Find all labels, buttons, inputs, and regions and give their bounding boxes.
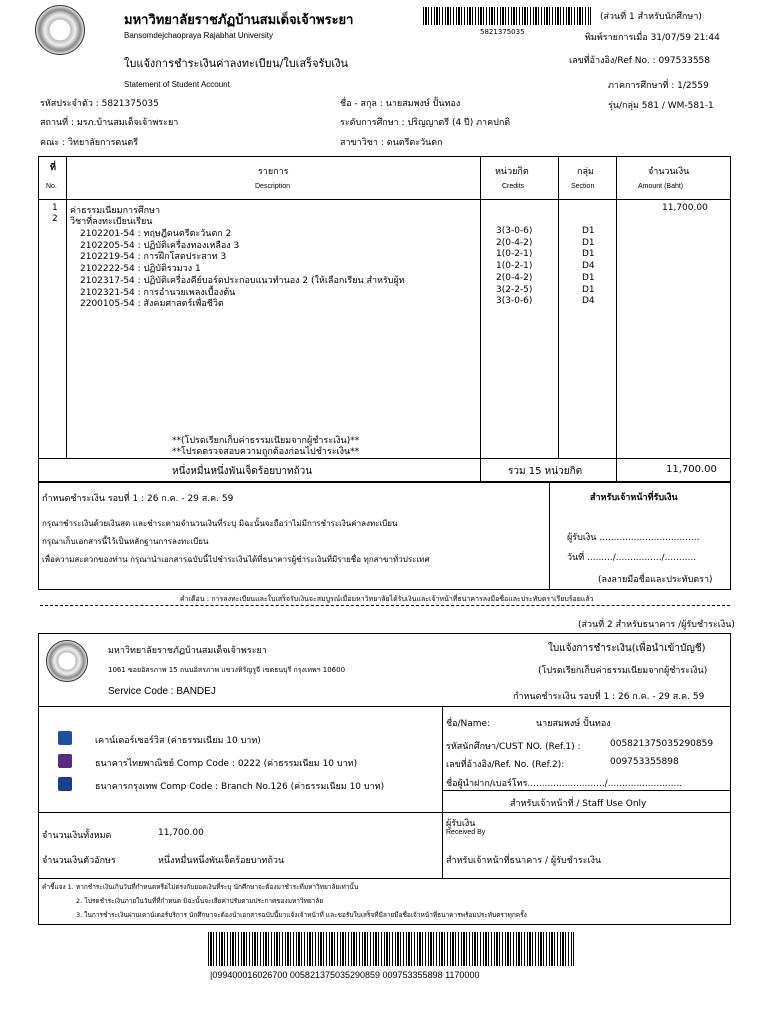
student-id: รหัสประจำตัว : 5821375035 (40, 99, 159, 109)
amount-words-label: จำนวนเงินตัวอักษร (42, 856, 116, 866)
reference-number: เลขที่อ้างอิง/Ref No. : 097533558 (569, 56, 711, 66)
col-credit-th: หน่วยกิต (495, 167, 529, 177)
part1-label: (ส่วนที่ 1 สำหรับนักศึกษา) (600, 12, 702, 22)
slip-address: 1061 ซอยอิสรภาพ 15 ถนนอิสรภาพ แขวงหิรัญรูจี เขตธนบุรี กรุงเทพฯ 10600 (108, 666, 346, 674)
cust-no-value: 005821375035290859 (610, 739, 714, 749)
university-seal (35, 5, 85, 55)
col-no-en: No. (46, 183, 57, 190)
ref2-value: 009753355898 (610, 757, 679, 767)
bank-logo-icon (58, 754, 72, 768)
document-title-th: ใบแจ้งการชำระเงินค่าลงทะเบียน/ใบเสร็จรับเงิน (124, 57, 349, 70)
bank-logo-icon (58, 731, 72, 745)
slip-university: มหาวิทยาลัยราชภัฏบ้านสมเด็จเจ้าพระยา (108, 646, 267, 656)
course-section: D4 (582, 296, 595, 307)
course-credits: 2(0-4-2) (496, 272, 533, 283)
note-1: คำชี้แจง 1. หากชำระเงินเกินวันที่กำหนดหรือไม่ตรงกับยอดเงินที่ระบุ นักศึกษาจะต้องมาชำระที่มหาวิทยาลัยเท่านั้น (42, 883, 359, 891)
payment-line3: เพื่อความสะดวกของท่าน กรุณานำเอกสารฉบับนี้ไปชำระเงินได้ที่ธนาคารผู้ชำระเงินที่มีรายชื่อ ทุกสาขาทั่วประเทศ (42, 555, 430, 564)
bank-staff-label: สำหรับเจ้าหน้าที่ธนาคาร / ผู้รับชำระเงิน (446, 856, 602, 866)
bank-option-label: ธนาคารไทยพาณิชย์ Comp Code : 0222 (ค่าธรรมเนียม 10 บาท) (95, 759, 358, 769)
note-fee: **(โปรดเรียกเก็บค่าธรรมเนียมจากผู้ชำระเงิน)** (172, 436, 360, 446)
note-3: 3. ในการชำระเงินผ่านเคาน์เตอร์บริการ นักศึกษาจะต้องนำเอกสารฉบับนี้มาแจ้งเจ้าหน้าที่ และขอรับใบเสร็จที่มีลายมือชื่อเจ้าหน้าที่ธนาคารพร้อมประทับตราทุกครั้ง (76, 911, 527, 919)
payer-name-value: นายสมพงษ์ ปั้นทอง (536, 719, 611, 729)
course-desc: 2102201-54 : ทฤษฎีดนตรีตะวันตก 2 (80, 229, 232, 239)
university-name-en: Bansomdejchaopraya Rajabhat University (124, 31, 273, 40)
row1-desc: ค่าธรรมเนียมการศึกษา (70, 206, 161, 216)
col-sec-th: กลุ่ม (577, 167, 594, 177)
total-amount: 11,700.00 (666, 464, 717, 475)
course-desc: 2102219-54 : การฝึกโสตประสาท 3 (80, 252, 227, 263)
university-name-th: มหาวิทยาลัยราชภัฏบ้านสมเด็จเจ้าพระยา (124, 13, 354, 28)
total-words: หนึ่งหมื่นหนึ่งพันเจ็ดร้อยบาทถ้วน (172, 466, 313, 477)
col-item-en: Description (255, 183, 291, 190)
bank-option-label: ธนาคารกรุงเทพ Comp Code : Branch No.126 (ค่าธรรมเนียม 10 บาท) (95, 782, 385, 792)
faculty: คณะ : วิทยาลัยการดนตรี (40, 138, 139, 148)
service-code: Service Code : BANDEJ (108, 686, 216, 697)
course-credits: 3(2-2-5) (496, 284, 533, 295)
bank-option-label: เคาน์เตอร์เซอร์วิส (ค่าธรรมเนียม 10 บาท) (95, 736, 261, 746)
payer-name-label: ชื่อ/Name: (446, 719, 491, 729)
cust-no-label: รหัสนักศึกษา/CUST NO. (Ref.1) : (446, 742, 581, 752)
course-section: D1 (582, 226, 595, 236)
major: สาขาวิชา : ดนตรีตะวันตก (340, 138, 443, 148)
course-credits: 1(0-2-1) (496, 249, 533, 260)
campus: สถานที่ : มรภ.บ้านสมเด็จเจ้าพระยา (40, 118, 179, 128)
depositor-line: ชื่อผู้นำฝาก/เบอร์โทร.........................../.......................... (446, 779, 683, 789)
staff-use-only: สำหรับเจ้าหน้าที่ / Staff Use Only (510, 799, 647, 809)
student-name: ชื่อ - สกุล : นายสมพงษ์ ปั้นทอง (340, 99, 461, 109)
col-item-th: รายการ (258, 167, 289, 177)
course-section: D4 (582, 261, 595, 272)
received-th: ผู้รับเงิน (446, 819, 476, 829)
ref2-label: เลขที่อ้างอิง/Ref. No. (Ref.2): (446, 760, 565, 770)
education-level: ระดับการศึกษา : ปริญญาตรี (4 ปี) ภาคปกติ (340, 118, 511, 128)
semester: ภาคการศึกษาที่ : 1/2559 (608, 81, 709, 91)
course-credits: 2(0-4-2) (496, 237, 533, 248)
amount-value: 11,700.00 (158, 828, 204, 838)
row1-amount: 11,700.00 (662, 203, 708, 213)
course-credits: 3(3-0-6) (496, 296, 533, 307)
course-desc: 2200105-54 : สังคมศาสตร์เพื่อชีวิต (80, 299, 224, 310)
barcode-number: 5821375035 (480, 28, 525, 36)
student-group: รุ่น/กลุ่ม 581 / WM-581-1 (608, 101, 714, 111)
course-desc: 2102317-54 : ปฏิบัติเครื่องคีย์บอร์ดประกอบแนวทำนอง 2 (ให้เลือกเรียน สำหรับผู้ท (80, 275, 405, 286)
course-section: D1 (582, 272, 595, 283)
part2-label: (ส่วนที่ 2 สำหรับธนาคาร /ผู้รับชำระเงิน) (578, 620, 735, 630)
col-amt-th: จำนวนเงิน (648, 167, 690, 177)
course-credits: 1(0-2-1) (496, 261, 533, 272)
student-barcode (423, 7, 591, 25)
course-section: D1 (582, 284, 595, 295)
warning-text: คำเตือน : การลงทะเบียนและใบเสร็จรับเงินจะสมบูรณ์เมื่อมหาวิทยาลัยได้รับเงินและเจ้าหน้าที่ธนาคารลงมือชื่อและประทับตราเรียบร้อยแล้ว (180, 595, 594, 603)
print-date: พิมพ์รายการเมื่อ 31/07/59 21:44 (585, 33, 720, 43)
payment-due: กำหนดชำระเงิน รอบที่ 1 : 26 ก.ค. - 29 ส.ค. 59 (42, 494, 234, 504)
col-credit-en: Credits (502, 183, 525, 190)
payment-line1: กรุณาชำระเงินด้วยเงินสด และชำระตามจำนวนเงินที่ระบุ มิฉะนั้นจะถือว่าไม่มีการชำระเงินค่าลงทะเบียน (42, 519, 398, 528)
row2-desc: วิชาที่ลงทะเบียนเรียน (70, 217, 153, 227)
note-2: 2. โปรดชำระเงินภายในวันที่ที่กำหนด มิฉะนั้นจะเสียค่าปรับตามประกาศของมหาวิทยาลัย (76, 897, 324, 905)
course-section: D1 (582, 249, 595, 260)
course-desc: 2102321-54 : การอำนวยเพลงเบื้องต้น (80, 287, 236, 298)
university-seal-slip (46, 640, 88, 682)
row1-no: 1 (52, 203, 58, 213)
col-amt-en: Amount (Baht) (638, 183, 684, 190)
slip-subtitle: (โปรดเรียกเก็บค่าธรรมเนียมจากผู้ชำระเงิน) (538, 666, 708, 676)
note-check: **โปรดตรวจสอบความถูกต้องก่อนไปชำระเงิน** (172, 447, 360, 457)
bank-logo-icon (58, 777, 72, 791)
col-sec-en: Section (571, 183, 595, 190)
slip-title: ใบแจ้งการชำระเงิน(เพื่อนำเข้าบัญชี) (548, 643, 706, 654)
payment-barcode-text: |099400016026700 005821375035290859 009753355898 1170000 (210, 970, 480, 980)
receive-date: วันที่ ........./................/........... (567, 553, 697, 563)
received-en: Received By (446, 829, 486, 836)
payment-barcode (208, 932, 574, 966)
total-credits: รวม 15 หน่วยกิต (508, 466, 583, 477)
cut-line (40, 605, 730, 606)
course-desc: 2102222-54 : ปฏิบัติรวมวง 1 (80, 264, 201, 275)
col-no-th: ที่ (50, 163, 56, 173)
course-section: D1 (582, 237, 595, 248)
amount-label: จำนวนเงินทั้งหมด (42, 831, 112, 841)
document-title-en: Statement of Student Account (124, 80, 230, 89)
receiver-line: ผู้รับเงิน ................................... (567, 533, 700, 543)
slip-due: กำหนดชำระเงิน รอบที่ 1 : 26 ก.ค. - 29 ส.ค. 59 (513, 692, 705, 702)
staff-title: สำหรับเจ้าหน้าที่รับเงิน (590, 493, 678, 503)
sign-note: (ลงลายมือชื่อและประทับตรา) (598, 575, 713, 585)
payment-line2: กรุณาเก็บเอกสารนี้ไว้เป็นหลักฐานการลงทะเบียน (42, 537, 209, 546)
amount-words-value: หนึ่งหมื่นหนึ่งพันเจ็ดร้อยบาทถ้วน (158, 856, 285, 866)
row2-no: 2 (52, 214, 58, 224)
course-credits: 3(3-0-6) (496, 226, 533, 236)
course-desc: 2102205-54 : ปฏิบัติเครื่องทองเหลือง 3 (80, 240, 240, 251)
